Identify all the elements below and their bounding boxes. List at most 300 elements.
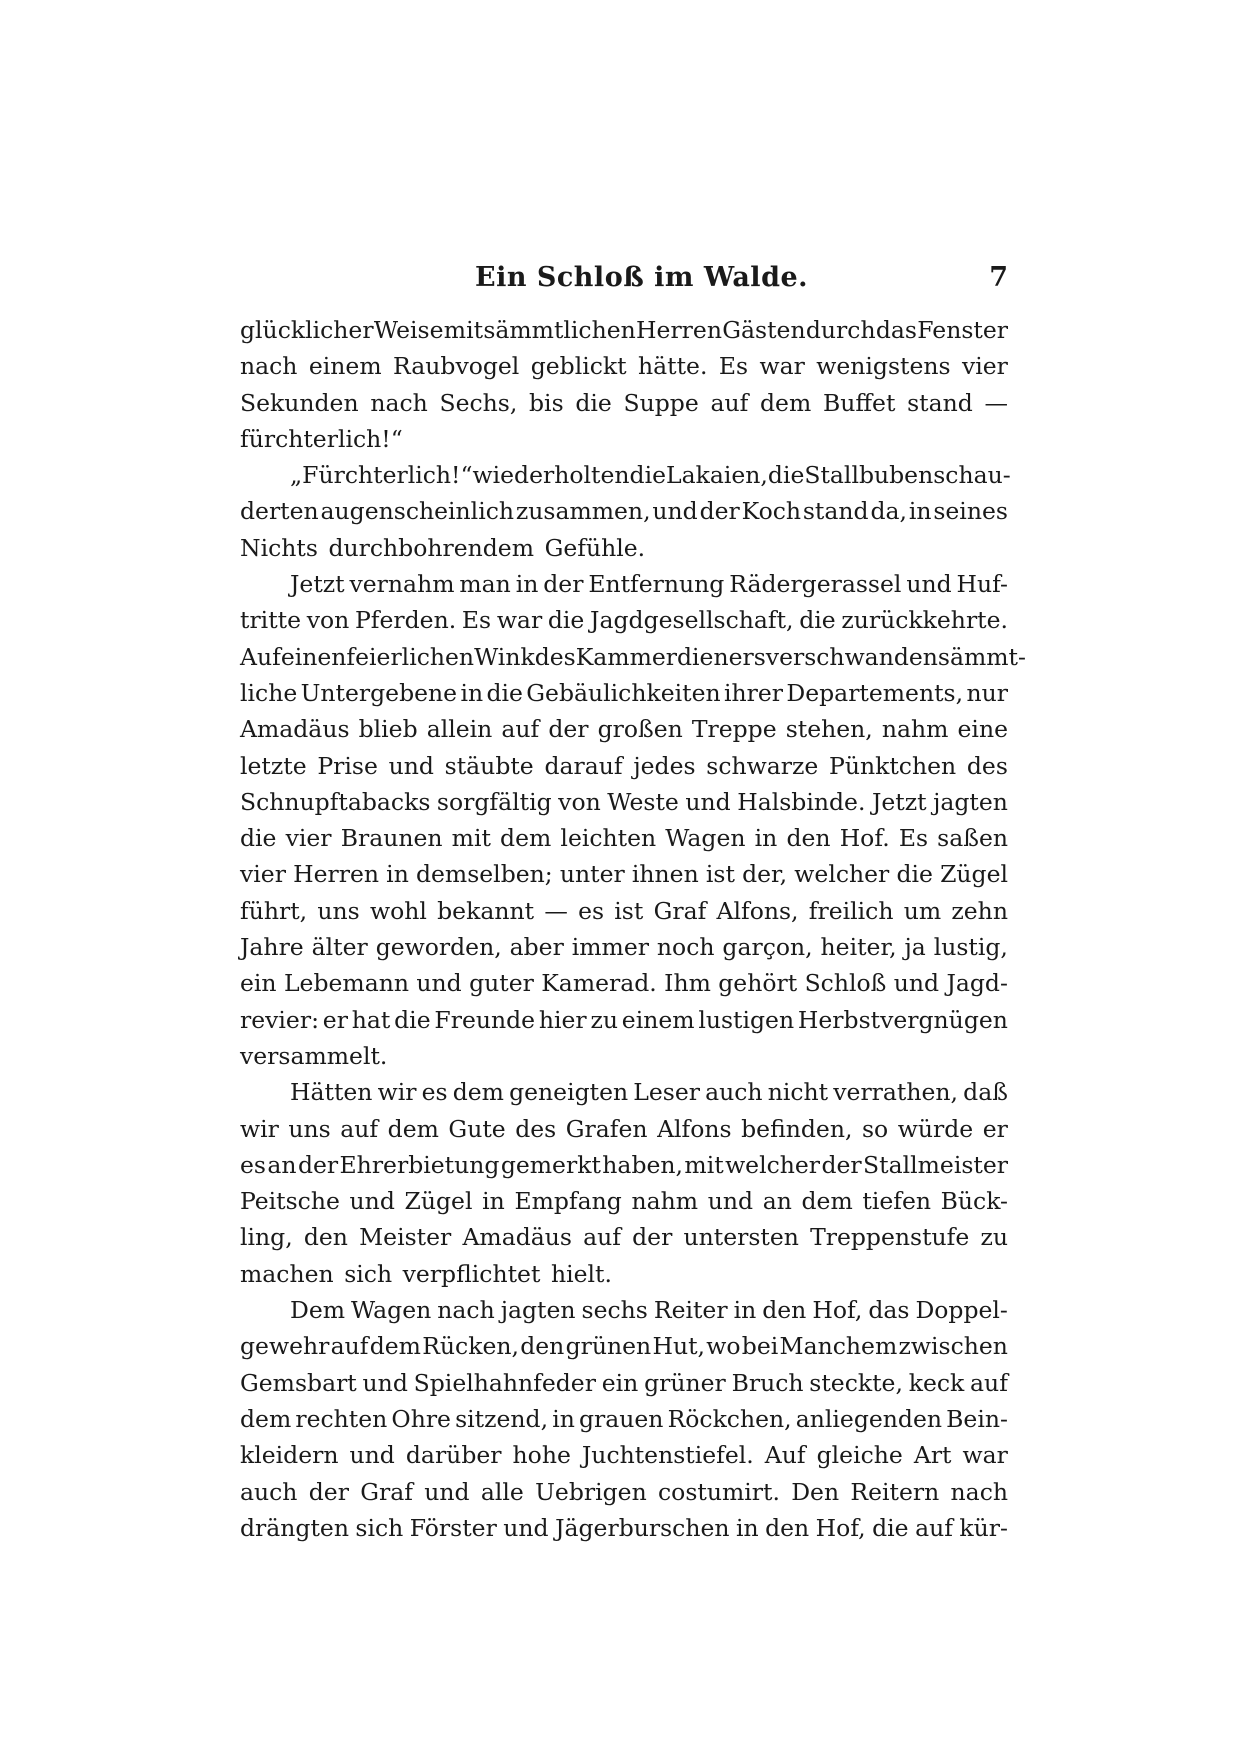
text-line xyxy=(240,1328,1008,1364)
word: anliegenden xyxy=(795,1404,943,1433)
word: Wink xyxy=(474,642,535,671)
word: die xyxy=(575,388,612,417)
word: hielt. xyxy=(550,1259,612,1288)
word: den xyxy=(762,1296,807,1325)
word: jagten xyxy=(933,787,1008,816)
word: Ehrerbietung xyxy=(339,1150,500,1179)
word: wir xyxy=(377,1078,417,1107)
word: Buffet xyxy=(822,388,896,417)
word: Reiter xyxy=(653,1296,728,1325)
page-header xyxy=(240,262,1008,302)
word: Untergebene xyxy=(300,678,458,707)
word: Treppenstufe xyxy=(810,1223,970,1252)
word: hat xyxy=(351,1005,391,1034)
word: immer xyxy=(571,933,649,962)
word: nicht xyxy=(767,1078,829,1107)
word: sechs xyxy=(581,1296,648,1325)
word: der xyxy=(543,570,584,599)
word: sämmt- xyxy=(937,642,1026,671)
word: saßen xyxy=(937,824,1008,853)
word: mit xyxy=(684,1150,724,1179)
word: so xyxy=(861,1114,889,1143)
word: auf xyxy=(970,1368,1008,1397)
word: in xyxy=(754,824,778,853)
word: Auf xyxy=(240,642,281,671)
word: die xyxy=(486,678,523,707)
word: verpflichtet xyxy=(402,1259,541,1288)
word: Es xyxy=(718,352,749,381)
word: allein xyxy=(426,715,493,744)
word: einem xyxy=(308,352,382,381)
word: in xyxy=(908,497,932,526)
word: noch xyxy=(656,933,715,962)
word: rechten xyxy=(295,1404,388,1433)
word: garçon, xyxy=(722,933,813,962)
text-line xyxy=(240,1147,1008,1183)
word: dem xyxy=(240,1404,292,1433)
text-line xyxy=(240,1183,1008,1219)
word: einen xyxy=(280,642,347,671)
word: Gemsbart xyxy=(240,1368,357,1397)
word: Amadäus xyxy=(462,1223,572,1252)
word: nahm xyxy=(631,1187,699,1216)
text-line xyxy=(240,1038,1008,1074)
word: die xyxy=(799,606,836,635)
word: das xyxy=(875,316,917,344)
word: bekannt xyxy=(437,896,535,925)
word: Auf xyxy=(764,1441,806,1470)
word: welcher xyxy=(794,860,890,889)
word: Zügel xyxy=(404,1187,473,1216)
word: ist xyxy=(705,860,735,889)
word: und xyxy=(685,787,731,816)
word: mit xyxy=(443,316,484,344)
word: Förster xyxy=(409,1513,497,1542)
word: den xyxy=(786,824,831,853)
word: es xyxy=(421,1078,448,1107)
word: Gute xyxy=(448,1114,506,1143)
body-text xyxy=(240,312,1026,1546)
word: Jahre xyxy=(240,933,304,962)
word: dem xyxy=(369,1332,421,1361)
word: wiederholten xyxy=(472,461,630,490)
word: Jetzt xyxy=(290,570,345,599)
word: Reitern xyxy=(850,1477,940,1506)
word: tritte xyxy=(240,606,301,635)
word: sämmtlichen xyxy=(483,316,636,344)
word: Jägerburschen xyxy=(555,1513,730,1542)
text-line xyxy=(240,602,1008,638)
word: auf xyxy=(710,388,749,417)
word: nur xyxy=(966,678,1008,707)
word: Nichts xyxy=(240,533,318,562)
word: ihrer xyxy=(724,678,784,707)
word: zu xyxy=(980,1223,1008,1252)
word: der xyxy=(297,1150,339,1179)
word: wenigstens xyxy=(816,352,951,381)
word: Den xyxy=(791,1477,840,1506)
word: Manchem xyxy=(779,1332,898,1361)
word: war xyxy=(759,352,805,381)
word: und xyxy=(652,497,698,526)
word: liche xyxy=(240,678,298,707)
text-line xyxy=(240,1401,1008,1437)
text-line xyxy=(240,493,1008,529)
text-line xyxy=(240,1437,1008,1473)
word: in xyxy=(386,860,409,889)
word: hohe xyxy=(512,1441,571,1470)
word: Fenster xyxy=(917,316,1008,344)
word: ling, xyxy=(240,1223,293,1252)
word: grüner xyxy=(644,1368,726,1397)
text-line xyxy=(240,1074,1008,1110)
word: an xyxy=(762,1187,792,1216)
word: des xyxy=(966,751,1008,780)
word: in xyxy=(482,1187,505,1216)
word: und xyxy=(416,969,462,998)
word: daß xyxy=(963,1078,1008,1107)
word: einem xyxy=(621,1005,695,1034)
word: Dem xyxy=(290,1296,346,1325)
word: die xyxy=(547,606,585,635)
word: mit xyxy=(451,824,491,853)
text-line xyxy=(240,784,1008,820)
word: Lebemann xyxy=(283,969,409,998)
word: und xyxy=(893,969,940,998)
word: Stallmeister xyxy=(863,1150,1008,1179)
word: und xyxy=(388,751,434,780)
word: Graf xyxy=(360,1477,413,1506)
word: und xyxy=(707,1187,754,1216)
word: darauf xyxy=(544,751,623,780)
word: war xyxy=(962,1441,1008,1470)
word: verrathen, xyxy=(833,1078,959,1107)
word: verschwanden xyxy=(765,642,938,671)
text-line xyxy=(240,639,1026,675)
word: Stallbuben xyxy=(804,461,934,490)
word: leichten xyxy=(560,824,657,853)
word: geneigten xyxy=(509,1078,629,1107)
word: geworden, xyxy=(375,933,502,962)
text-line xyxy=(240,1510,1008,1546)
word: heiter, xyxy=(820,933,897,962)
word: Jagdgesellschaft, xyxy=(590,606,794,635)
word: Pferden. xyxy=(354,606,457,635)
text-line xyxy=(240,348,1008,384)
word: kleidern xyxy=(240,1441,339,1470)
word: in xyxy=(735,1513,759,1542)
word: befinden, xyxy=(741,1114,853,1143)
word: hier xyxy=(538,1005,587,1034)
word: schwarze xyxy=(706,751,819,780)
text-line xyxy=(240,1365,1008,1401)
word: unter xyxy=(559,860,625,889)
word: wo xyxy=(706,1332,741,1361)
word: Herbstvergnügen xyxy=(797,1005,1008,1034)
word: gleiche xyxy=(816,1441,903,1470)
word: Hätten xyxy=(290,1078,373,1107)
word: vier xyxy=(285,824,332,853)
running-title: Ein Schloß im Walde. xyxy=(475,262,809,293)
word: ja xyxy=(904,933,926,962)
word: gemerkt xyxy=(500,1150,601,1179)
word: Uebrigen xyxy=(535,1477,647,1506)
word: Treppe xyxy=(691,715,777,744)
word: vier xyxy=(240,860,286,889)
word: den xyxy=(303,1223,348,1252)
word: in xyxy=(515,570,539,599)
word: stand xyxy=(907,388,973,417)
word: auf xyxy=(340,1114,379,1143)
text-line xyxy=(240,312,1008,348)
word: den xyxy=(520,1332,565,1361)
word: und xyxy=(503,1513,549,1542)
word: der xyxy=(308,1477,349,1506)
text-line xyxy=(240,929,1008,965)
word: guter xyxy=(469,969,534,998)
word: da, xyxy=(870,497,907,526)
word: — xyxy=(984,388,1008,417)
word: Hof, xyxy=(815,1513,866,1542)
word: nach xyxy=(437,1296,495,1325)
word: Schnupftabacks xyxy=(240,787,431,816)
word: geblickt xyxy=(530,352,627,381)
word: drängten xyxy=(240,1513,349,1542)
word: augenscheinlich xyxy=(320,497,515,526)
word: in xyxy=(733,1296,757,1325)
word: Gästen xyxy=(722,316,806,344)
word: durch xyxy=(805,316,876,344)
word: Rädergerassel xyxy=(729,570,902,599)
word: lustigen xyxy=(698,1005,795,1034)
word: welcher xyxy=(725,1150,821,1179)
word: Hof, xyxy=(812,1296,863,1325)
text-line xyxy=(240,856,1008,892)
word: auf xyxy=(915,1513,953,1542)
word: ist xyxy=(614,896,644,925)
word: blieb xyxy=(358,715,418,744)
word: und xyxy=(362,1368,408,1397)
word: bis xyxy=(529,388,564,417)
word: Raubvogel xyxy=(393,352,520,381)
text-line xyxy=(240,530,1008,566)
word: Juchtenstiefel. xyxy=(581,1441,754,1470)
word: sorgfältig xyxy=(436,787,552,816)
word: „Fürchterlich!“ xyxy=(290,461,473,490)
word: Weste xyxy=(607,787,679,816)
word: des xyxy=(534,642,576,671)
word: Herren xyxy=(636,316,722,344)
word: auf xyxy=(583,1223,621,1252)
word: darüber xyxy=(405,1441,502,1470)
text-line xyxy=(240,893,1008,929)
word: in xyxy=(552,1404,575,1433)
text-line xyxy=(240,1002,1008,1038)
text-line xyxy=(240,748,1008,784)
word: Grafen xyxy=(565,1114,648,1143)
word: von xyxy=(558,787,601,816)
word: alle xyxy=(480,1477,524,1506)
word: aber xyxy=(509,933,564,962)
word: lustig, xyxy=(933,933,1008,962)
word: Bruch xyxy=(731,1368,804,1397)
word: sich xyxy=(344,1259,393,1288)
word: älter xyxy=(311,933,368,962)
word: uns xyxy=(288,1114,331,1143)
word: Bein- xyxy=(946,1404,1008,1433)
word: vernahm xyxy=(349,570,455,599)
word: glücklicher xyxy=(240,316,374,344)
text-line xyxy=(240,711,1008,747)
word: nach xyxy=(370,388,428,417)
word: um xyxy=(903,896,942,925)
word: nach xyxy=(240,352,298,381)
word: Entfernung xyxy=(588,570,725,599)
word: die xyxy=(240,824,277,853)
word: Koch xyxy=(741,497,802,526)
text-line xyxy=(240,1474,1008,1510)
word: Wagen xyxy=(665,824,746,853)
word: Alfons, xyxy=(716,896,799,925)
word: auf xyxy=(330,1332,369,1361)
word: in xyxy=(460,678,484,707)
word: Braunen xyxy=(340,824,443,853)
word: Ohre xyxy=(391,1404,451,1433)
word: wohl xyxy=(369,896,427,925)
word: uns xyxy=(317,896,360,925)
word: Leser xyxy=(633,1078,700,1107)
word: eine xyxy=(957,715,1008,744)
word: demselben; xyxy=(415,860,553,889)
word: Pünktchen xyxy=(829,751,957,780)
text-line xyxy=(240,566,1008,602)
word: Gebäulichkeiten xyxy=(526,678,721,707)
text-line xyxy=(240,457,1011,493)
word: der xyxy=(821,1150,862,1179)
word: Art xyxy=(913,1441,952,1470)
word: steckte, xyxy=(809,1368,903,1397)
word: keck xyxy=(908,1368,965,1397)
word: jedes xyxy=(633,751,696,780)
word: nach xyxy=(950,1477,1008,1506)
word: Hut, xyxy=(652,1332,705,1361)
word: Wagen xyxy=(351,1296,432,1325)
word: auch xyxy=(240,1477,298,1506)
word: stehen, xyxy=(785,715,873,744)
word: Huf- xyxy=(956,570,1008,599)
word: untersten xyxy=(683,1223,799,1252)
word: derten xyxy=(240,497,319,526)
text-line xyxy=(240,385,1008,421)
word: sich xyxy=(355,1513,404,1542)
word: Weise xyxy=(373,316,444,344)
word: Sechs, xyxy=(439,388,518,417)
text-line xyxy=(240,1256,1008,1292)
word: auch xyxy=(705,1078,763,1107)
word: Doppel- xyxy=(915,1296,1008,1325)
word: durchbohrendem xyxy=(328,533,534,562)
word: stäubte xyxy=(444,751,534,780)
word: wir xyxy=(240,1114,279,1143)
word: freilich xyxy=(808,896,894,925)
text-line xyxy=(240,1292,1008,1328)
word: Empfang xyxy=(514,1187,622,1216)
word: der, xyxy=(742,860,788,889)
word: ein xyxy=(240,969,277,998)
word: grauen xyxy=(578,1404,664,1433)
word: Jagd- xyxy=(946,969,1008,998)
word: er xyxy=(982,1114,1008,1143)
word: seines xyxy=(933,497,1008,526)
word: Suppe xyxy=(623,388,699,417)
word: Bück- xyxy=(940,1187,1008,1216)
word: haben, xyxy=(602,1150,683,1179)
word: schau- xyxy=(933,461,1011,490)
word: der xyxy=(699,497,740,526)
text-line xyxy=(240,965,1008,1001)
word: Röckchen, xyxy=(667,1404,792,1433)
word: Sekunden xyxy=(240,388,359,417)
word: von xyxy=(306,606,350,635)
word: Alfons xyxy=(657,1114,732,1143)
text-line xyxy=(240,1111,1008,1147)
word: revier: xyxy=(240,1005,319,1034)
word: ein xyxy=(601,1368,639,1397)
word: Spielhahnfeder xyxy=(413,1368,596,1397)
word: Es xyxy=(898,824,929,853)
word: Herren xyxy=(293,860,380,889)
word: die xyxy=(629,461,666,490)
word: Amadäus xyxy=(240,715,350,744)
word: man xyxy=(459,570,511,599)
word: — xyxy=(544,896,568,925)
word: dem xyxy=(452,1078,504,1107)
word: Schloß xyxy=(804,969,887,998)
word: kür- xyxy=(959,1513,1008,1542)
word: führt, xyxy=(240,896,308,925)
word: würde xyxy=(897,1114,974,1143)
word: Lakaien, xyxy=(666,461,768,490)
word: zurückkehrte. xyxy=(841,606,1008,635)
word: Jetzt xyxy=(871,787,927,816)
word: Departements, xyxy=(786,678,964,707)
word: der xyxy=(548,715,589,744)
word: die xyxy=(767,461,805,490)
word: sitzend, xyxy=(455,1404,549,1433)
word: costumirt. xyxy=(658,1477,780,1506)
word: Kamerad. xyxy=(541,969,657,998)
word: Freunde xyxy=(434,1005,536,1034)
word: war xyxy=(496,606,543,635)
word: es xyxy=(240,1150,266,1179)
word: jagten xyxy=(500,1296,576,1325)
word: versammelt. xyxy=(240,1041,388,1070)
word: fürchterlich!“ xyxy=(240,424,403,453)
word: das xyxy=(868,1296,910,1325)
word: feierlichen xyxy=(346,642,475,671)
word: zu xyxy=(590,1005,618,1034)
word: Kammerdieners xyxy=(575,642,766,671)
text-line xyxy=(240,675,1008,711)
word: großen xyxy=(597,715,683,744)
word: die xyxy=(394,1005,431,1034)
word: ihnen xyxy=(631,860,699,889)
word: und xyxy=(349,1187,395,1216)
word: es xyxy=(578,896,605,925)
word: den xyxy=(765,1513,810,1542)
word: Halsbinde. xyxy=(737,787,866,816)
word: tiefen xyxy=(862,1187,931,1216)
